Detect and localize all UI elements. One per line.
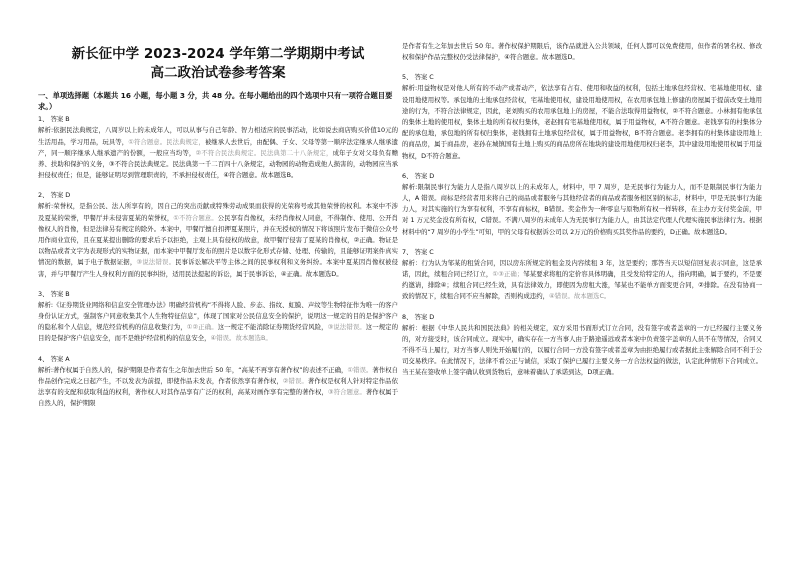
- explanation-text: 解析:《证券期货业网络和信息安全管理办法》明确经营机构“不得将人脸、步态、指纹、虹膜、声纹等生物特征作为唯一的客户身份认证方式，强制客户同意收集其个人生物特征信息”，体现了国家对公民信息安全的保护，说明这一规定的目的是保护客户的隐私和个人信息，规范经营机构的信息收集行为，: [38, 300, 398, 332]
- explanation-citation: ①③正确；: [492, 270, 524, 279]
- answer-label: 1、 答案 B: [38, 115, 70, 124]
- right-column: [402, 0, 762, 561]
- explanation-text: 这一规定的目的是保护客户信息安全，而不是维护经营机构的信息安全，: [38, 323, 398, 343]
- answer-item-2: [38, 190, 398, 279]
- explanation: 解析:限制民事行为能力人是指八周岁以上的未成年人，材料中，甲 7 周岁，是无民事行为能力人，而不是限制民事行为能力人，A 错误。商标是经营者用来将自己的商品或者服务与其他经营者的商品或者服务相区别的标志，材料中，甲是无民事行为能力人，对其实施的行为享有权利，不享有商标权，B错误。奖金作为一种零息与原物所有权一样转移，在主办方支付奖金前，甲对 1 万元奖金没有所有权，C错误。不满八周岁的未成年人为无民事行为能力人，由其法定代理人代理实施民事法律行为。根据材料中的“7 周岁的小学生”可知，甲的父母有权据诉公司以 2万元的价格购买其奖作品的要约，D正确。故本题选D。: [402, 182, 762, 236]
- answer-label: 8、 答案 D: [402, 312, 435, 321]
- answer-item-7: [402, 247, 762, 303]
- explanation-text: 这一规定不能消除证券期货经营风险，: [217, 323, 328, 332]
- section-heading: 一、单项选择题（本题共 16 小题，每小题 3 分，共 48 分。在每小题给出的四个选项中只有一项符合题目要求。）: [38, 91, 393, 112]
- exam-title: 新长征中学 2023-2024 学年第二学期期中考试: [71, 46, 365, 62]
- explanation-text: 解析:依据民法典规定，八周岁以上的未成年人，可以从事与自己年龄、智力相适应的民事活动，比如说去商店购买价值10元的生活用品，学习用品，玩具等，: [38, 126, 398, 146]
- answer-item-4: [38, 354, 398, 410]
- answer-item-3: [38, 289, 398, 345]
- explanation: 解析：根据《中华人民共和国民法典》的相关规定，双方采用书面形式订立合同，没有签字或者盖章的一方已经履行主要义务的，对方接受时，该合同成立。现实中，确实存在一方当事人由于路途遥远或者本案中负责签字盖章的人员不在等情况，合同又不得不马上履行，对方当事人则先开始履行的，以履行合同一方没有签字或者盖章为由拒绝履行或者据此主张解除合同不利于公司交易秩序。在此情况下，法律不看公正与诚信，采取了保护已履行主要义务一方合法权益的做法，认定此种情形下合同成立。当王某在签收单上签字确认收到货物后，意味着确认了承诺到达，D项正确。: [402, 323, 762, 377]
- explanation-text: 著作权是权利人针对特定作品依法享有的支配和获取利益的权利，著作权人对其作品享有广泛的权利，高某对画作享有完整的著作权，: [38, 376, 398, 397]
- explanation-citation: ③说法错误。: [136, 258, 176, 267]
- explanation: [38, 125, 398, 181]
- explanation-text: 民法典第一千二百四十八条规定，动物园的动物造成他人损害的，动物园应当承担侵权责任；但是，能够证明尽到管理职责的，不承担侵权责任，④符合题意。故本题选B。: [38, 160, 398, 180]
- explanation-text: 邹某要求将租的定价容具体明确，且受发给特定的人，指向明确，属于要约，不是要约邀请，排除④；续租合同已经生效，具有法律效力，即使因为房租大涨，邹某也不能单方面变更合同，②排除。: [402, 270, 762, 290]
- explanation-text: 著作权自作品创作完成之日起产生，不以发表为前提，即使作品未发表，作者依然享有著作权，: [38, 365, 398, 385]
- answer-label: 5、 答案 C: [402, 73, 434, 82]
- answer-item-8: [402, 312, 762, 379]
- explanation-text: 被继承人去世后，由配偶、子女、父母等第一顺序法定继承人继承遗产，同一顺序继承人继承遗产的份额，一般应当均等，: [38, 137, 398, 157]
- explanation-citation: ③说法错误。: [327, 323, 366, 332]
- explanation-text: 著作权属于自然人的，保护期限: [38, 388, 398, 408]
- explanation: [38, 365, 398, 410]
- explanation-citation: ③符合题意。: [327, 388, 366, 397]
- explanation-citation: ①不符合题意。: [173, 213, 218, 222]
- explanation-text: 成年子女对父母负有赡养、扶助和保护的义务，③不符合民法典规定。: [38, 148, 398, 169]
- explanation-citation: ①符合题意。民法典规定，: [128, 137, 205, 146]
- explanation-text: 解析:著作权属于自然人的，保护期限是作者有生之年加去世后 50 年，“高某不再享有著作权”的表述不正确，: [38, 365, 348, 374]
- answer-label: 3、 答案 B: [38, 289, 70, 298]
- left-column: [38, 0, 398, 561]
- explanation-citation: ④错误。故本题选B。: [210, 334, 272, 343]
- answer-item-4-continued: [402, 41, 762, 63]
- explanation: 是作者有生之年加去世后 50 年。著作权保护期限后，该作品就进入公共领域，任何人都可以免费使用，但作者的署名权、修改权和保护作品完整权仍受法律保护，④符合题意。故本题选D。: [402, 42, 762, 62]
- explanation-text: 在没有协商一致的情况下，续租合同不应当解除，否则构成违约，: [402, 281, 762, 301]
- answer-item-5: [402, 72, 762, 161]
- explanation-text: 民事诉讼解决平等主体之间的民事权利和义务纠纷。本案中夏某因肖像权被侵害，并与甲餐厅产生人身权利方面的民事纠纷，适用民法提起的诉讼，属于民事诉讼，④正确。故本题选D。: [38, 258, 398, 278]
- answer-item-1: [38, 114, 398, 181]
- explanation-citation: ①错误。: [347, 365, 373, 374]
- explanation-citation: ②错误。: [282, 376, 308, 385]
- explanation-text: 公民享有肖像权，未经肖像权人同意，不得制作、使用、公开肖像权人的肖像，但是法律另有规定的除外。本案中，甲餐厅擅自扣押夏某照片，并在无授权的情况下将该照片发布于微信公众号用作商业宣传，且在夏某提出删除的要求后予以拒绝，主观上具有侵权的故意，故甲餐厅侵害了夏某的肖像权，②正确。物证是以物品或者文字为表现形式的实物证据，而本案中甲餐厅发布的照片是以数字化形式存储、处理、传输的，且能够证明案件真实情况的数据，属于电子数据证据，: [38, 213, 398, 267]
- explanation: [402, 258, 762, 303]
- explanation-citation: ①②正确。: [186, 323, 218, 332]
- answer-label: 2、 答案 D: [38, 191, 71, 200]
- explanation-citation: ②不符合民法典规定。民法典第二十八条规定，: [195, 148, 333, 157]
- answer-label: 6、 答案 D: [402, 171, 435, 180]
- answer-label: 7、 答案 C: [402, 247, 434, 256]
- explanation: [38, 300, 398, 345]
- answer-item-6: [402, 171, 762, 238]
- explanation-citation: ④错误。故本题选C。: [548, 292, 611, 301]
- explanation-text: 解析：行为认为邹某的租赁合同，因以房东所规定的租金及内容续租 3 年，这是要约；那答当天以短信回复表示同意，这是承诺，因此，续租合同已经订立，: [402, 258, 762, 279]
- explanation: [38, 201, 398, 279]
- answer-label: 4、 答案 A: [38, 354, 70, 363]
- explanation: 解析:用益物权是对他人所有的不动产或者动产，依法享有占有、使用和收益的权利，包括土地承包经营权、宅基地使用权、建设用地使用权等。承包地的土地承包经营权，宅基地使用权，建设用地使用权，在农用承包地上修建的房屋属于提前改变土地用途的行为，不符合法律规定，因此，老刘购买的农用承包地上的房屋，不能合法取得用益物权，②不符合题意。小林拥有他承包的集体土地的使用权，集体土地的所有权归集体，老赵拥有宅基地使用权，属于用益物权，A不符合题意。老钱享有的村集体分配的承包地，承包地的所有权归集体，老钱拥有土地承包经营权，属于用益物权，B不符合题意。老李拥有的村集体建设用地上的商品房，属于商品房，老孙在城镇国有土地上购买的商品房所在地块的建设用地使用权归老李，其中建设用地使用权属于用益物权，D不符合题意。: [402, 84, 762, 160]
- exam-subtitle: 高二政治试卷参考答案: [150, 65, 286, 81]
- explanation-text: 解析:荣誉权，是指公民、法人所享有的，因自己的突出贡献或特殊劳动成果而获得的光荣称号或其他荣誉的权利。本案中不涉及夏某的荣誉，甲餐厅并未侵害夏某的荣誉权，: [38, 202, 398, 222]
